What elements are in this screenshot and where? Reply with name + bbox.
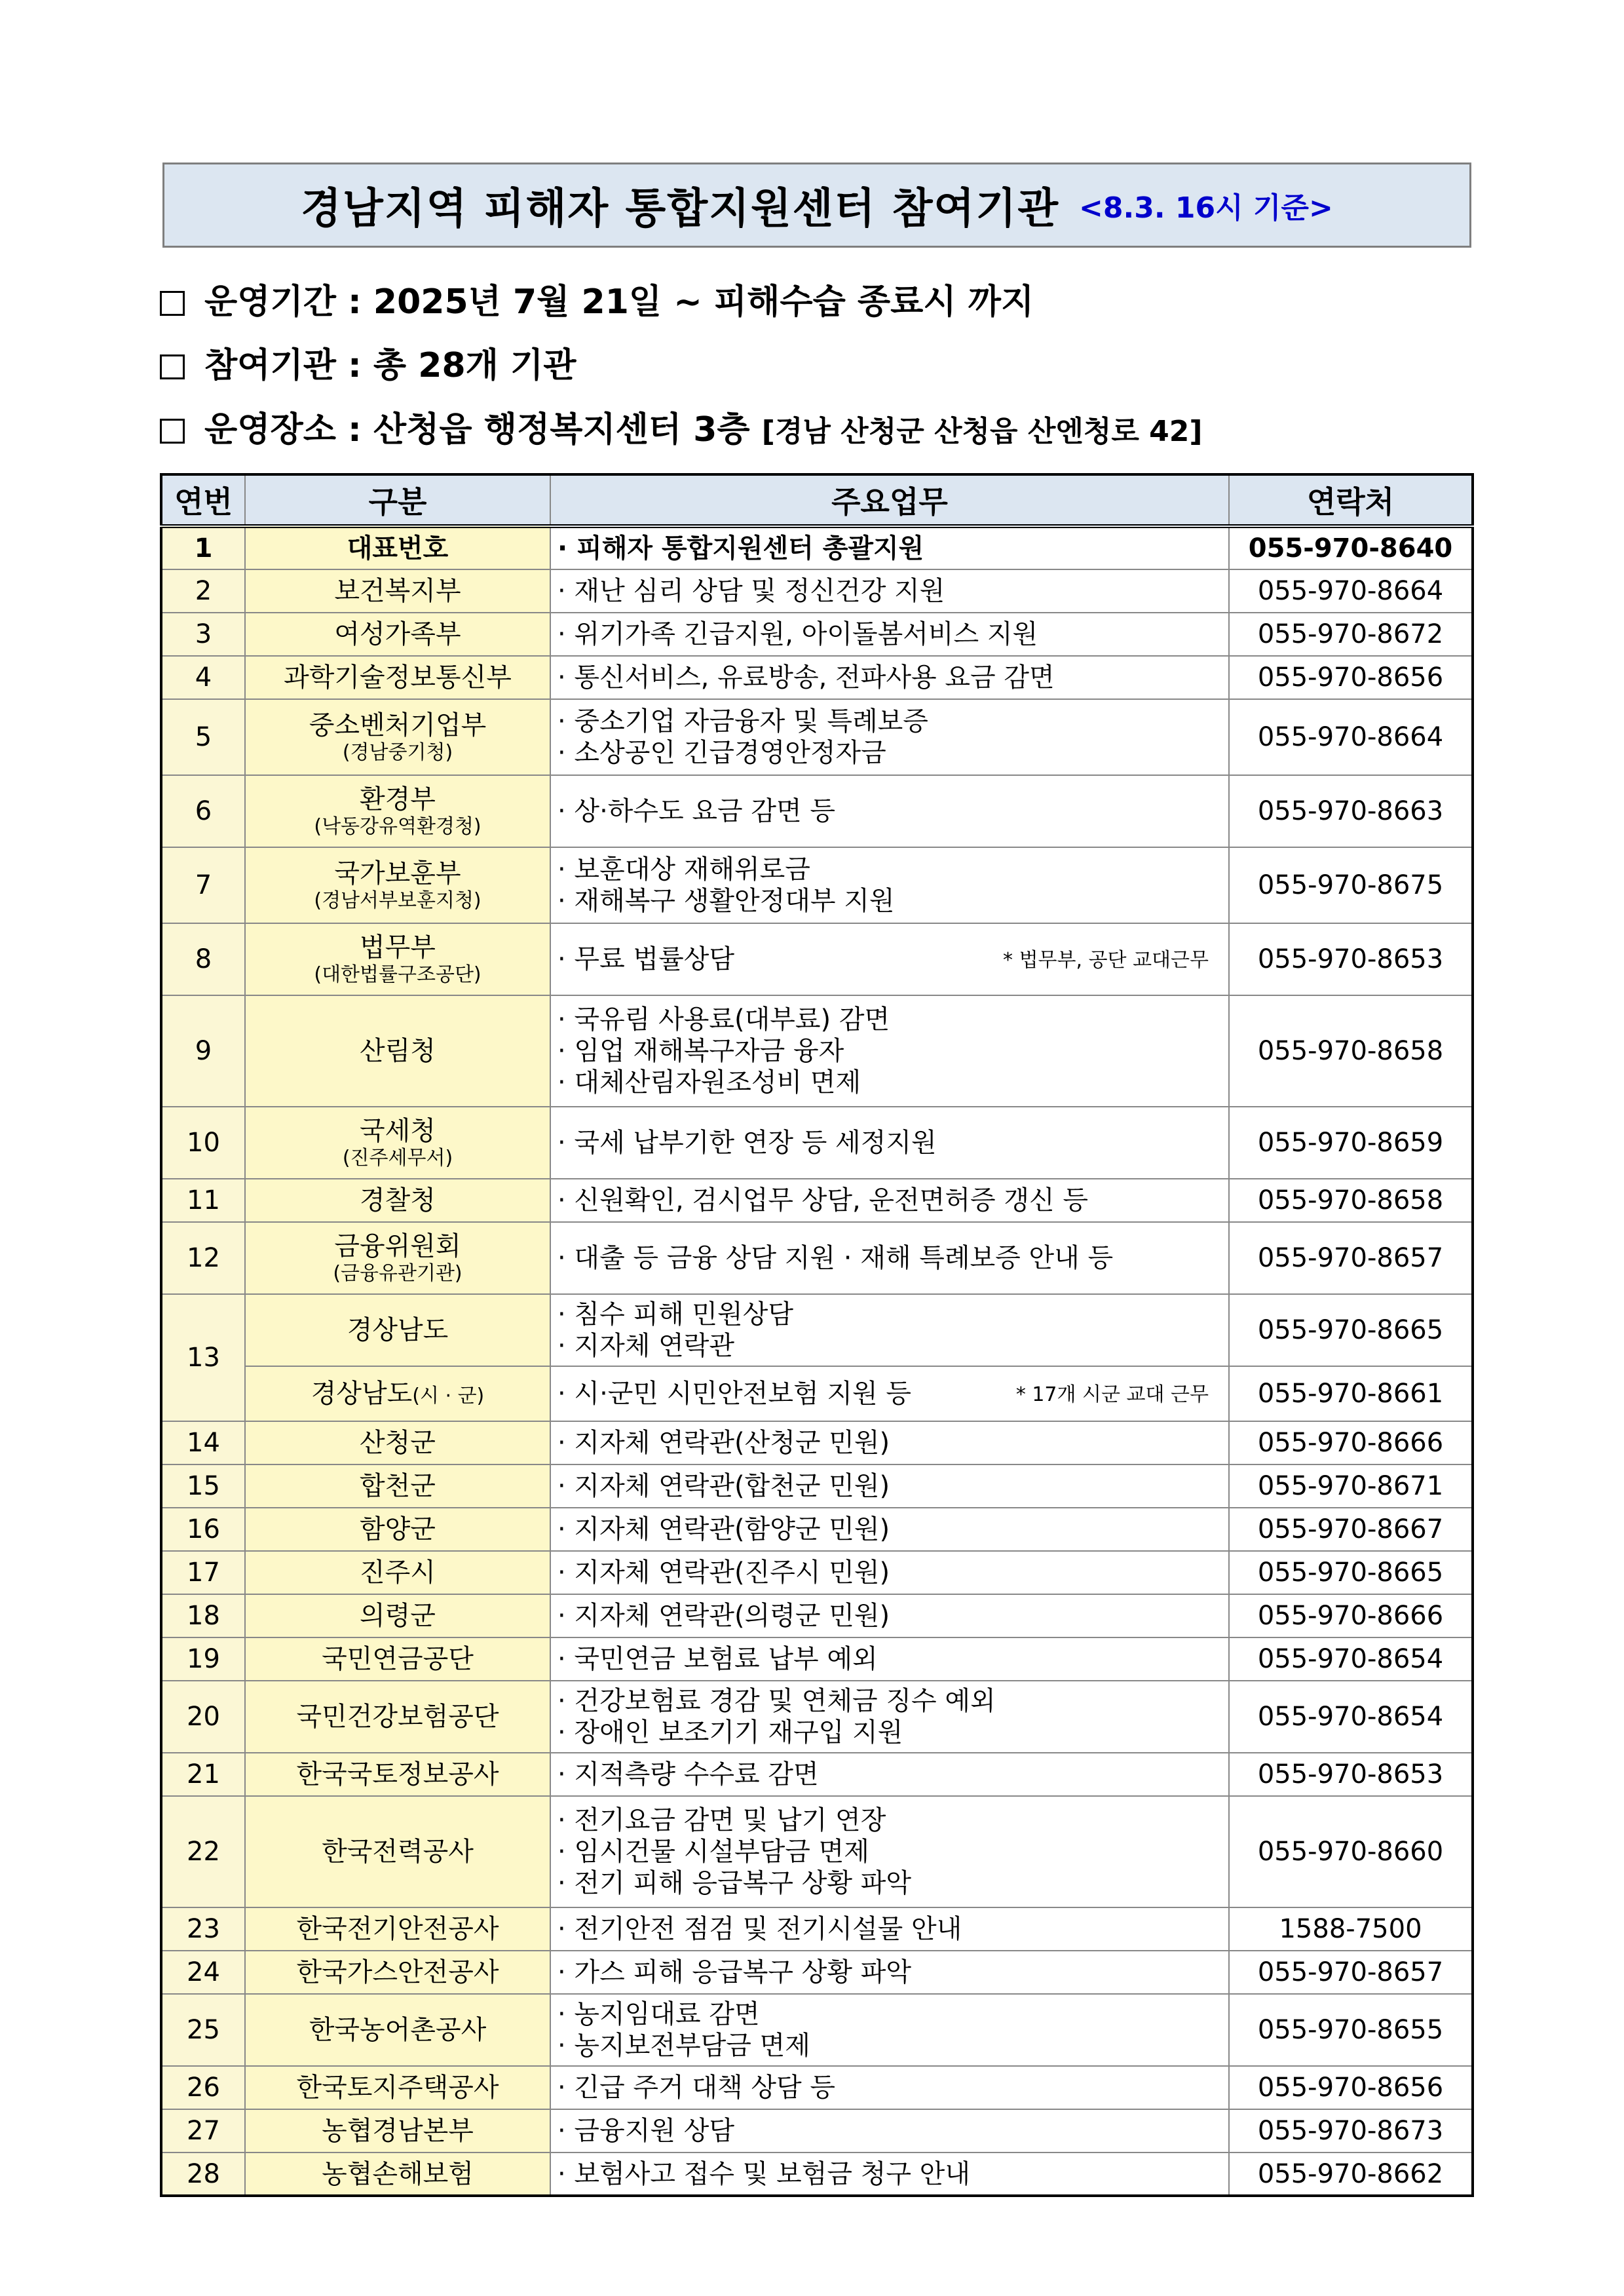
row-category xyxy=(245,526,550,569)
row-category xyxy=(245,1594,550,1637)
row-phone: 055-970-8666 xyxy=(1229,1594,1473,1637)
info-period xyxy=(160,274,1034,323)
row-category xyxy=(245,1508,550,1551)
row-number: 25 xyxy=(161,1994,245,2066)
row-duties xyxy=(550,1294,1229,1366)
row-duties xyxy=(550,1907,1229,1951)
table-row xyxy=(161,1551,1473,1594)
table-row xyxy=(161,1594,1473,1637)
category-name: 법무부 xyxy=(360,932,436,963)
duty-line: · 전기 피해 응급복구 상황 파악 xyxy=(557,1868,911,1898)
row-phone: 055-970-8663 xyxy=(1229,775,1473,847)
duty-line: · 국유림 사용료(대부료) 감면 xyxy=(557,1004,890,1035)
category-name: 금융위원회 xyxy=(334,1231,461,1261)
row-number: 21 xyxy=(161,1753,245,1796)
row-category xyxy=(245,775,550,847)
row-category xyxy=(245,1637,550,1681)
category-name: 합천군 xyxy=(360,1471,436,1501)
duty-line: · 지자체 연락관(의령군 민원) xyxy=(557,1601,890,1631)
row-duties xyxy=(550,1796,1229,1907)
row-number: 5 xyxy=(161,699,245,775)
category-name: 진주시 xyxy=(360,1558,436,1588)
category-name: 환경부 xyxy=(360,784,436,814)
duty-line: · 국민연금 보험료 납부 예외 xyxy=(557,1644,878,1674)
row-category xyxy=(245,1179,550,1222)
row-category xyxy=(245,1753,550,1796)
row-duties xyxy=(550,2152,1229,2196)
row-phone: 055-970-8672 xyxy=(1229,613,1473,656)
row-phone: 055-970-8658 xyxy=(1229,995,1473,1107)
category-name: 보건복지부 xyxy=(334,576,461,606)
info-period-text: 운영기간 : 2025년 7월 21일 ~ 피해수습 종료시 까지 xyxy=(204,282,1034,322)
category-sub: (경남서부보훈지청) xyxy=(314,889,482,912)
row-duties xyxy=(550,1421,1229,1464)
row-number: 10 xyxy=(161,1107,245,1179)
table-row xyxy=(161,1421,1473,1464)
row-category xyxy=(245,1107,550,1179)
category-name: 여성가족부 xyxy=(334,619,461,649)
table-row xyxy=(161,656,1473,699)
row-number: 14 xyxy=(161,1421,245,1464)
category-name: 한국전기안전공사 xyxy=(296,1914,499,1944)
row-number: 2 xyxy=(161,569,245,613)
row-category xyxy=(245,2066,550,2109)
row-phone: 055-970-8658 xyxy=(1229,1179,1473,1222)
row-category xyxy=(245,1222,550,1294)
row-phone: 055-970-8659 xyxy=(1229,1107,1473,1179)
row-number: 3 xyxy=(161,613,245,656)
row-category xyxy=(245,1681,550,1753)
table-row xyxy=(161,569,1473,613)
table-row xyxy=(161,2066,1473,2109)
row-number: 11 xyxy=(161,1179,245,1222)
header-num: 연번 xyxy=(161,474,245,526)
checkbox-square-icon xyxy=(160,419,185,444)
row-duties xyxy=(550,1681,1229,1753)
duty-line: · 보훈대상 재해위로금 xyxy=(557,854,810,885)
category-name: 경상남도 xyxy=(311,1379,413,1409)
duty-line: · 가스 피해 응급복구 상황 파악 xyxy=(557,1957,911,1987)
category-sub: (진주세무서) xyxy=(342,1147,453,1170)
row-category xyxy=(245,1907,550,1951)
duty-line: · 시·군민 시민안전보험 지원 등 xyxy=(557,1379,911,1409)
duty-line: · 지적측량 수수료 감면 xyxy=(557,1759,819,1789)
duty-line: · 지자체 연락관(합천군 민원) xyxy=(557,1471,890,1501)
duty-line: · 상·하수도 요금 감면 등 xyxy=(557,796,836,826)
row-category xyxy=(245,1796,550,1907)
category-name: 한국가스안전공사 xyxy=(296,1957,499,1987)
row-phone: 055-970-8665 xyxy=(1229,1551,1473,1594)
table-row xyxy=(161,1294,1473,1366)
row-number: 13 xyxy=(161,1294,245,1421)
row-category xyxy=(245,1366,550,1421)
category-name: 중소벤처기업부 xyxy=(309,710,487,740)
category-name: 의령군 xyxy=(360,1601,436,1631)
category-name: 경상남도 xyxy=(347,1315,449,1345)
table-row xyxy=(161,613,1473,656)
duty-line: · 신원확인, 검시업무 상담, 운전면허증 갱신 등 xyxy=(557,1185,1088,1215)
duty-line: · 중소기업 자금융자 및 특례보증 xyxy=(557,706,928,737)
row-category xyxy=(245,2109,550,2152)
table-row xyxy=(161,526,1473,569)
duty-line: · 금융지원 상담 xyxy=(557,2116,734,2146)
duty-line: · 국세 납부기한 연장 등 세정지원 xyxy=(557,1128,937,1158)
category-name: 산림청 xyxy=(360,1036,436,1066)
category-name: 경찰청 xyxy=(360,1185,436,1215)
row-number: 4 xyxy=(161,656,245,699)
row-number: 20 xyxy=(161,1681,245,1753)
checkbox-square-icon xyxy=(160,291,185,316)
page-title: 경남지역 피해자 통합지원센터 참여기관 xyxy=(301,185,1060,233)
duty-line: · 임시건물 시설부담금 면제 xyxy=(557,1837,869,1867)
row-number: 24 xyxy=(161,1951,245,1994)
duty-line: · 대출 등 금융 상담 지원 · 재해 특례보증 안내 등 xyxy=(557,1243,1114,1273)
row-number: 19 xyxy=(161,1637,245,1681)
row-duties xyxy=(550,1753,1229,1796)
table-row xyxy=(161,847,1473,923)
duty-line: · 건강보험료 경감 및 연체금 징수 예외 xyxy=(557,1686,996,1716)
row-number: 1 xyxy=(161,526,245,569)
info-location-text: 운영장소 : 산청읍 행정복지센터 3층 xyxy=(204,410,750,450)
row-phone: 055-970-8653 xyxy=(1229,1753,1473,1796)
row-phone: 055-970-8665 xyxy=(1229,1294,1473,1366)
row-duties xyxy=(550,1994,1229,2066)
duty-line: · 통신서비스, 유료방송, 전파사용 요금 감면 xyxy=(557,662,1055,693)
duty-line: · 지자체 연락관(산청군 민원) xyxy=(557,1428,890,1458)
row-phone: 055-970-8664 xyxy=(1229,569,1473,613)
row-duties xyxy=(550,2109,1229,2152)
duty-line: · 재난 심리 상담 및 정신건강 지원 xyxy=(557,576,945,606)
row-number: 9 xyxy=(161,995,245,1107)
table-row xyxy=(161,699,1473,775)
duty-line: · 전기안전 점검 및 전기시설물 안내 xyxy=(557,1914,962,1944)
row-phone: 055-970-8655 xyxy=(1229,1994,1473,2066)
row-number: 15 xyxy=(161,1464,245,1508)
table-row xyxy=(161,1796,1473,1907)
row-phone: 055-970-8673 xyxy=(1229,2109,1473,2152)
duty-line: · 임업 재해복구자금 융자 xyxy=(557,1036,844,1066)
duty-line: · 지자체 연락관(진주시 민원) xyxy=(557,1558,890,1588)
table-row xyxy=(161,1681,1473,1753)
row-phone: 055-970-8661 xyxy=(1229,1366,1473,1421)
row-duties xyxy=(550,995,1229,1107)
row-number: 6 xyxy=(161,775,245,847)
row-phone: 055-970-8657 xyxy=(1229,1951,1473,1994)
category-name: 한국농어촌공사 xyxy=(309,2015,487,2045)
row-duties xyxy=(550,2066,1229,2109)
header-category: 구분 xyxy=(245,474,550,526)
table-row xyxy=(161,1994,1473,2066)
row-number: 23 xyxy=(161,1907,245,1951)
table-row xyxy=(161,1951,1473,1994)
row-duties xyxy=(550,923,1229,995)
row-phone: 055-970-8654 xyxy=(1229,1637,1473,1681)
table-row xyxy=(161,1366,1473,1421)
row-duties xyxy=(550,1179,1229,1222)
row-phone: 055-970-8654 xyxy=(1229,1681,1473,1753)
row-category xyxy=(245,613,550,656)
table-row xyxy=(161,1464,1473,1508)
category-name: 함양군 xyxy=(360,1514,436,1544)
duty-line: · 장애인 보조기기 재구입 지원 xyxy=(557,1717,903,1748)
row-duties xyxy=(550,569,1229,613)
table-row xyxy=(161,2109,1473,2152)
row-number: 27 xyxy=(161,2109,245,2152)
row-number: 7 xyxy=(161,847,245,923)
agency-table xyxy=(160,473,1474,2197)
row-duties xyxy=(550,1551,1229,1594)
row-number: 8 xyxy=(161,923,245,995)
row-number: 18 xyxy=(161,1594,245,1637)
row-number: 12 xyxy=(161,1222,245,1294)
category-sub: (대한법률구조공단) xyxy=(314,963,482,986)
row-phone: 055-970-8660 xyxy=(1229,1796,1473,1907)
category-sub: (낙동강유역환경청) xyxy=(314,815,482,838)
duty-line: · 긴급 주거 대책 상담 등 xyxy=(557,2073,836,2103)
row-category xyxy=(245,1951,550,1994)
category-name: 국세청 xyxy=(360,1116,436,1146)
duty-note: * 17개 시군 교대 근무 xyxy=(1015,1383,1209,1406)
table-row xyxy=(161,1222,1473,1294)
category-name: 한국국토정보공사 xyxy=(296,1759,499,1789)
row-category xyxy=(245,1421,550,1464)
row-duties xyxy=(550,1464,1229,1508)
row-category xyxy=(245,1551,550,1594)
row-duties xyxy=(550,775,1229,847)
row-number: 17 xyxy=(161,1551,245,1594)
header-contact: 연락처 xyxy=(1229,474,1473,526)
row-category xyxy=(245,923,550,995)
title-box xyxy=(162,163,1471,248)
row-phone: 055-970-8667 xyxy=(1229,1508,1473,1551)
info-agencies xyxy=(160,337,576,387)
info-location xyxy=(160,402,1203,451)
duty-note: * 법무부, 공단 교대근무 xyxy=(1003,949,1209,972)
row-duties xyxy=(550,1594,1229,1637)
duty-line: · 소상공인 긴급경영안정자금 xyxy=(557,738,886,768)
duty-line: · 보험사고 접수 및 보험금 청구 안내 xyxy=(557,2158,970,2189)
row-category xyxy=(245,2152,550,2196)
row-category xyxy=(245,1294,550,1366)
row-category xyxy=(245,569,550,613)
row-number: 22 xyxy=(161,1796,245,1907)
table-header-row xyxy=(161,474,1473,526)
row-duties xyxy=(550,1222,1229,1294)
category-name: 농협경남본부 xyxy=(322,2116,474,2146)
row-phone: 055-970-8675 xyxy=(1229,847,1473,923)
row-category xyxy=(245,699,550,775)
row-number: 16 xyxy=(161,1508,245,1551)
category-sub: (경남중기청) xyxy=(342,741,453,764)
duty-line: · 위기가족 긴급지원, 아이돌봄서비스 지원 xyxy=(557,619,1038,649)
category-name: 대표번호 xyxy=(347,533,449,564)
row-category xyxy=(245,1994,550,2066)
row-duties xyxy=(550,1366,1229,1421)
duty-line: · 침수 피해 민원상담 xyxy=(557,1299,793,1330)
row-phone: 055-970-8666 xyxy=(1229,1421,1473,1464)
table-row xyxy=(161,775,1473,847)
row-number: 26 xyxy=(161,2066,245,2109)
row-duties xyxy=(550,1637,1229,1681)
row-duties xyxy=(550,1107,1229,1179)
category-name: 한국전력공사 xyxy=(322,1837,474,1867)
row-phone: 055-970-8664 xyxy=(1229,699,1473,775)
row-duties xyxy=(550,1508,1229,1551)
duty-line: · 대체산림자원조성비 면제 xyxy=(557,1067,861,1098)
duty-line: · 농지보전부담금 면제 xyxy=(557,2031,810,2061)
row-category xyxy=(245,847,550,923)
duty-line: · 피해자 통합지원센터 총괄지원 xyxy=(557,533,924,564)
category-name: 국가보훈부 xyxy=(334,858,461,889)
row-category xyxy=(245,1464,550,1508)
category-sub: (금융유관기관) xyxy=(333,1262,463,1285)
row-duties xyxy=(550,656,1229,699)
duty-line: · 무료 법률상담 xyxy=(557,944,734,974)
duty-line: · 지자체 연락관(함양군 민원) xyxy=(557,1514,890,1544)
row-phone: 055-970-8640 xyxy=(1229,526,1473,569)
table-row xyxy=(161,1107,1473,1179)
duty-line: · 농지임대료 감면 xyxy=(557,1999,760,2029)
table-row xyxy=(161,1907,1473,1951)
category-name: 과학기술정보통신부 xyxy=(284,662,512,693)
duty-line: · 지자체 연락관 xyxy=(557,1331,734,1361)
row-category xyxy=(245,995,550,1107)
category-name: 산청군 xyxy=(360,1428,436,1458)
table-row xyxy=(161,2152,1473,2196)
table-row xyxy=(161,1753,1473,1796)
row-duties xyxy=(550,526,1229,569)
duty-line: · 재해복구 생활안정대부 지원 xyxy=(557,886,895,916)
table-row xyxy=(161,923,1473,995)
category-sub: (시 · 군) xyxy=(412,1385,485,1407)
row-number: 28 xyxy=(161,2152,245,2196)
category-name: 국민건강보험공단 xyxy=(296,1702,499,1732)
row-phone: 055-970-8653 xyxy=(1229,923,1473,995)
info-address: [경남 산청군 산청읍 산엔청로 42] xyxy=(761,415,1203,448)
table-row xyxy=(161,1508,1473,1551)
category-name: 농협손해보험 xyxy=(322,2158,474,2189)
header-duties: 주요업무 xyxy=(550,474,1229,526)
row-duties xyxy=(550,613,1229,656)
table-body xyxy=(161,526,1473,2196)
info-agencies-text: 참여기관 : 총 28개 기관 xyxy=(204,346,576,385)
category-name: 국민연금공단 xyxy=(322,1644,474,1674)
row-category xyxy=(245,656,550,699)
category-name: 한국토지주택공사 xyxy=(296,2073,499,2103)
row-duties xyxy=(550,1951,1229,1994)
row-phone: 055-970-8671 xyxy=(1229,1464,1473,1508)
checkbox-square-icon xyxy=(160,354,185,379)
row-phone: 1588-7500 xyxy=(1229,1907,1473,1951)
table-row xyxy=(161,995,1473,1107)
row-duties xyxy=(550,847,1229,923)
row-phone: 055-970-8656 xyxy=(1229,656,1473,699)
table-row xyxy=(161,1179,1473,1222)
duty-line: · 전기요금 감면 및 납기 연장 xyxy=(557,1805,886,1835)
row-phone: 055-970-8662 xyxy=(1229,2152,1473,2196)
row-phone: 055-970-8657 xyxy=(1229,1222,1473,1294)
table-row xyxy=(161,1637,1473,1681)
title-date-note: <8.3. 16시 기준> xyxy=(1079,191,1333,225)
row-phone: 055-970-8656 xyxy=(1229,2066,1473,2109)
row-duties xyxy=(550,699,1229,775)
